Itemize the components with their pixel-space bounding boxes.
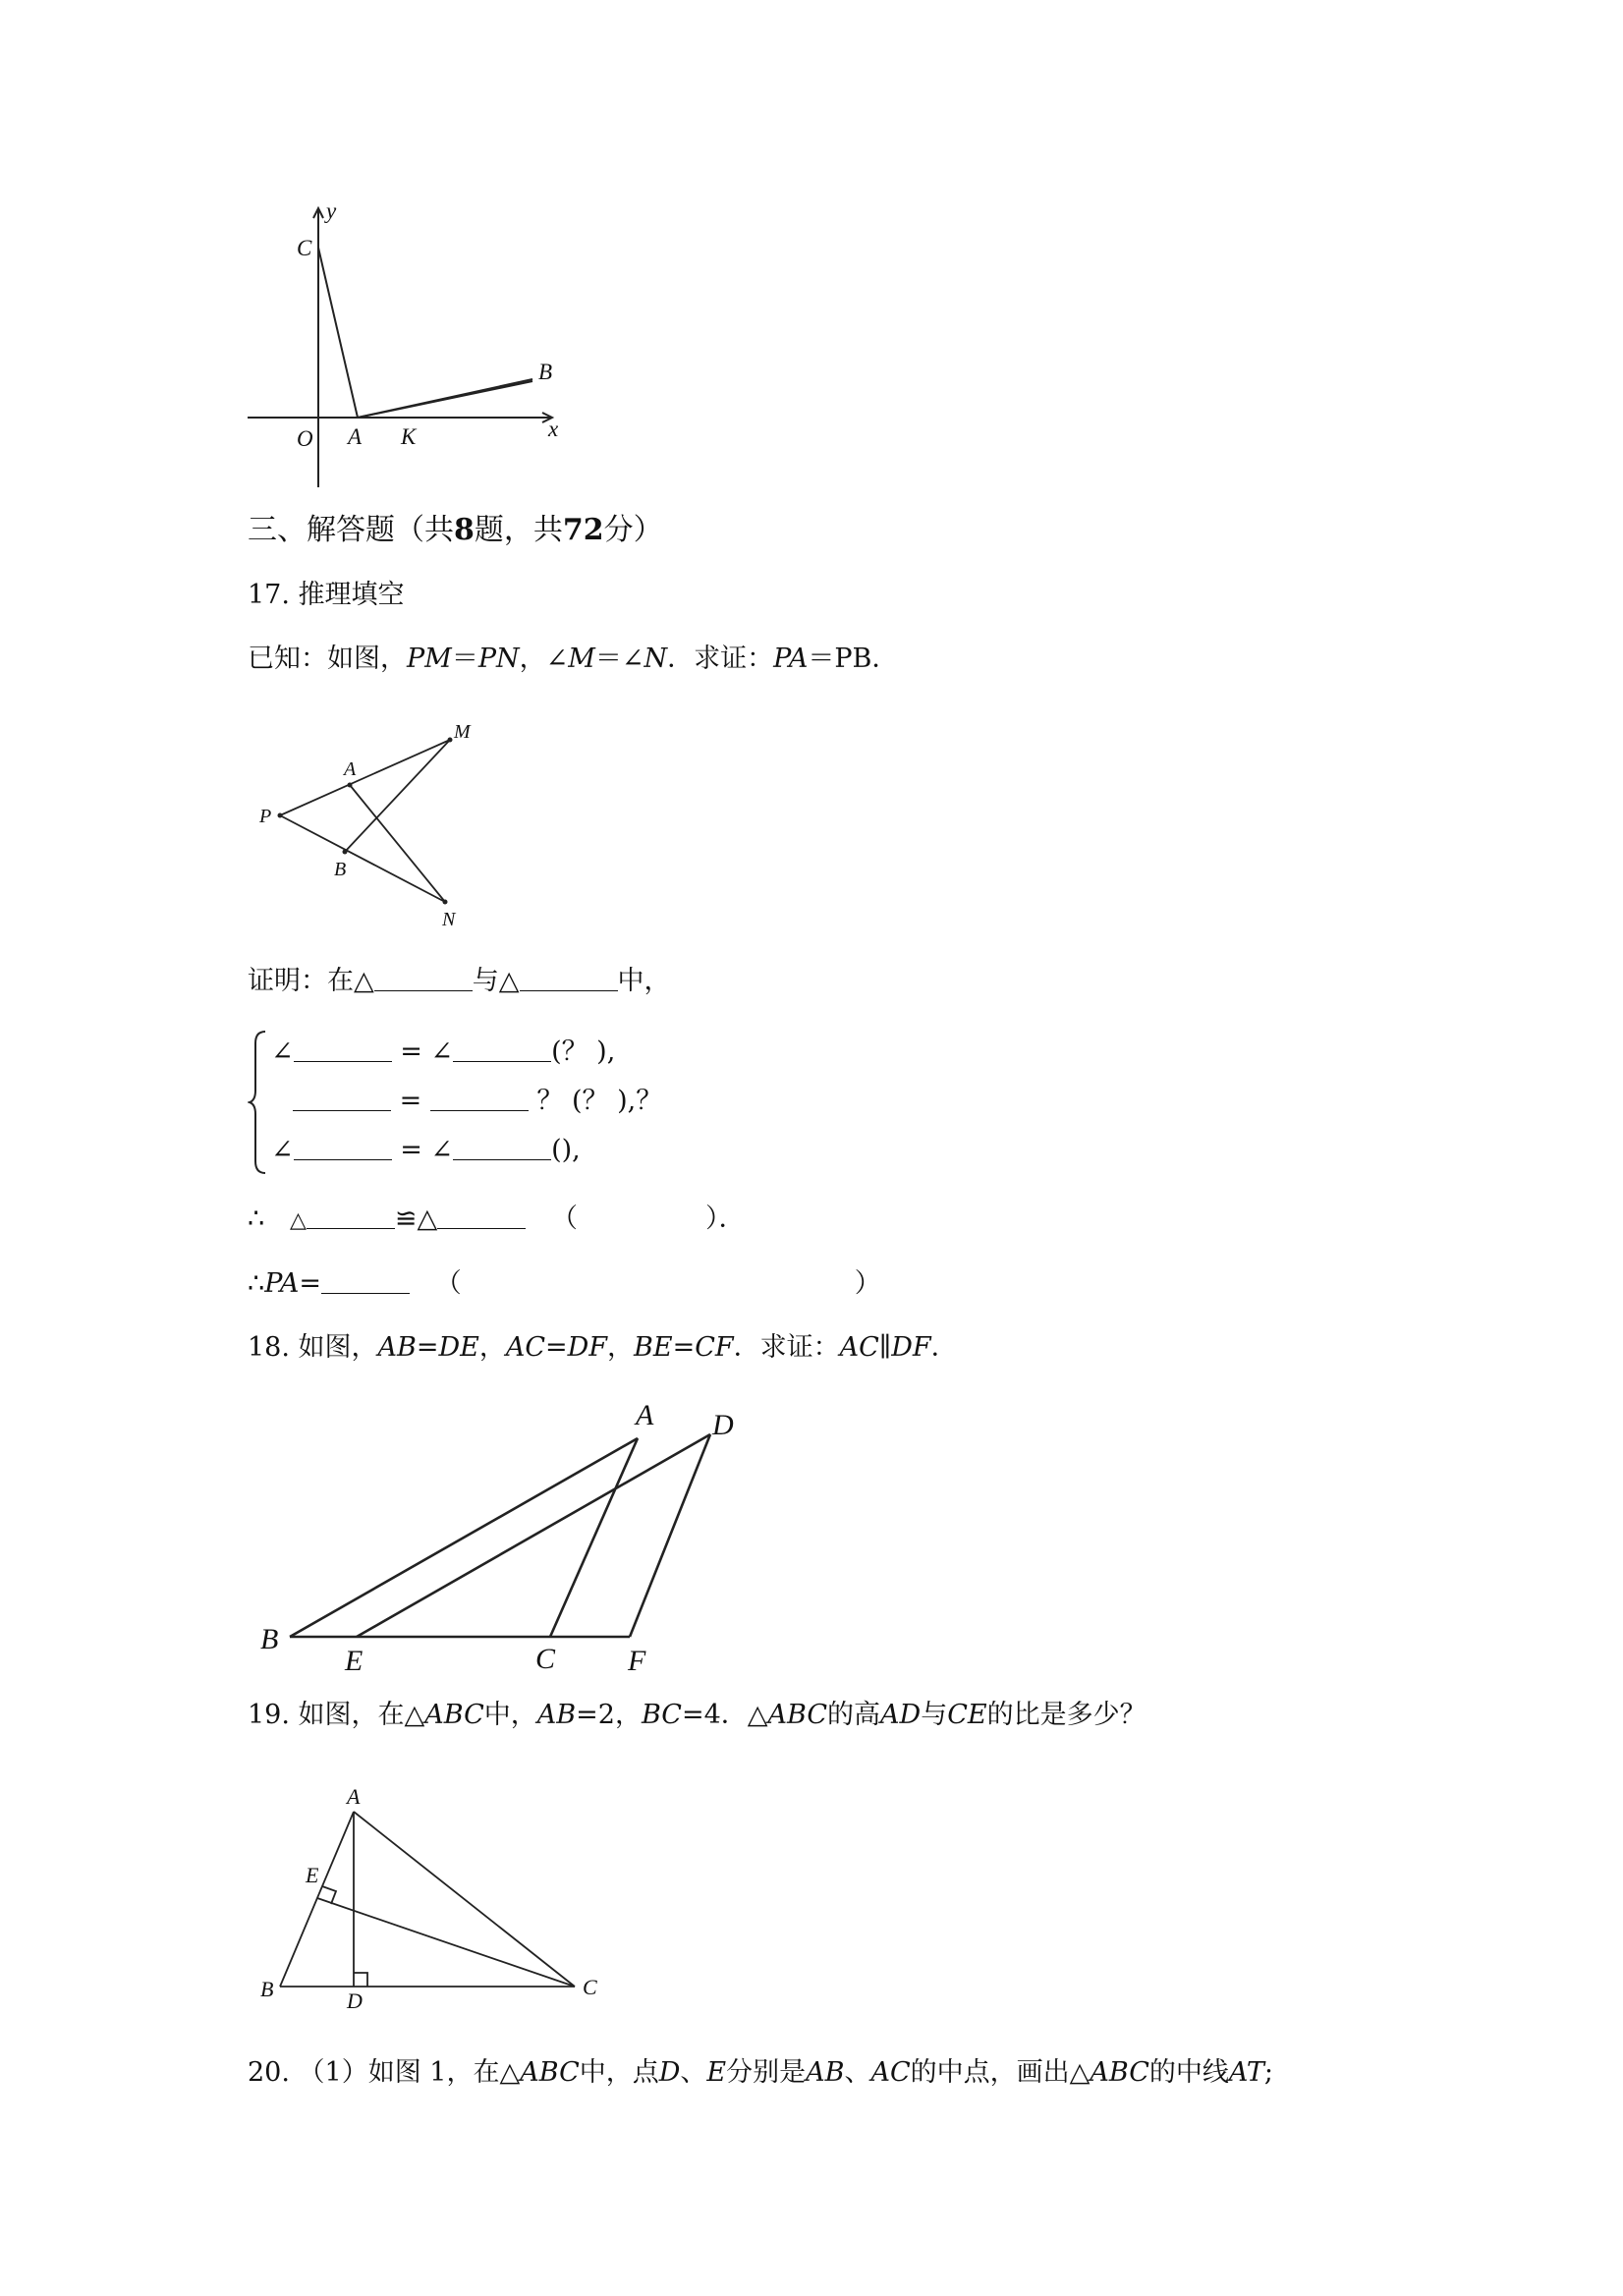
q17-proof-intro: 证明：在△ 与△ 中， bbox=[248, 963, 671, 999]
label-C: C bbox=[297, 236, 312, 260]
q19-label-D: D bbox=[347, 1988, 363, 2012]
section-title: 三、解答题（共8题，共72分） bbox=[248, 513, 663, 547]
q19-label-B: B bbox=[260, 1977, 274, 2001]
q17-conclusion-2: ∴PA= （ ） bbox=[248, 1265, 881, 1302]
q18-figure bbox=[251, 1393, 761, 1678]
system-brace bbox=[248, 1030, 269, 1175]
system-line-3: ∠ = ∠ (), bbox=[271, 1132, 581, 1168]
section-count: 8 bbox=[454, 513, 475, 547]
q19-label-C: C bbox=[583, 1975, 597, 1999]
q17-conclusion-1: ∴ △ ≌△ （ ）． bbox=[248, 1201, 746, 1239]
q19-statement: 19. 如图，在△ABC中，AB=2，BC=4．△ABC的高AD与CE的比是多少？ bbox=[248, 1700, 1147, 1730]
q19-label-E: E bbox=[306, 1863, 319, 1887]
system-line-1: ∠ = ∠ (？ ), bbox=[271, 1034, 615, 1070]
q18-label-D: D bbox=[712, 1409, 734, 1441]
q18-label-B: B bbox=[260, 1623, 279, 1655]
coordinate-figure bbox=[236, 196, 580, 491]
q17-label-B: B bbox=[334, 859, 347, 880]
q19-figure bbox=[251, 1776, 624, 2012]
q18-label-C: C bbox=[535, 1643, 556, 1675]
label-O: O bbox=[297, 426, 313, 451]
label-K: K bbox=[401, 424, 417, 449]
label-x: x bbox=[548, 417, 559, 441]
label-A: A bbox=[348, 424, 363, 449]
label-B: B bbox=[538, 360, 553, 384]
label-y: y bbox=[326, 198, 337, 223]
q18-statement: 18. 如图，AB=DE，AC=DF，BE=CF．求证：AC∥DF． bbox=[248, 1332, 958, 1363]
q17-label-P: P bbox=[259, 806, 272, 827]
q18-label-E: E bbox=[345, 1645, 364, 1677]
q18-label-F: F bbox=[628, 1645, 646, 1677]
q19-label-A: A bbox=[347, 1784, 361, 1809]
q17-label-A: A bbox=[344, 758, 357, 780]
q17-header: 17. 推理填空 bbox=[248, 580, 405, 610]
q17-given: 已知：如图，PM＝PN，∠M＝∠N．求证：PA＝PB． bbox=[248, 644, 899, 674]
q18-label-A: A bbox=[636, 1399, 654, 1431]
q17-figure bbox=[246, 707, 491, 933]
system-line-2: = ？ (？ ),？ bbox=[293, 1083, 662, 1119]
q17-label-M: M bbox=[454, 721, 471, 743]
section-score: 72 bbox=[562, 513, 604, 547]
q20-statement: 20. （1）如图 1，在△ABC中，点D、E分别是AB、AC的中点，画出△ABC的中线AT; bbox=[248, 2057, 1274, 2088]
q17-label-N: N bbox=[442, 909, 456, 930]
